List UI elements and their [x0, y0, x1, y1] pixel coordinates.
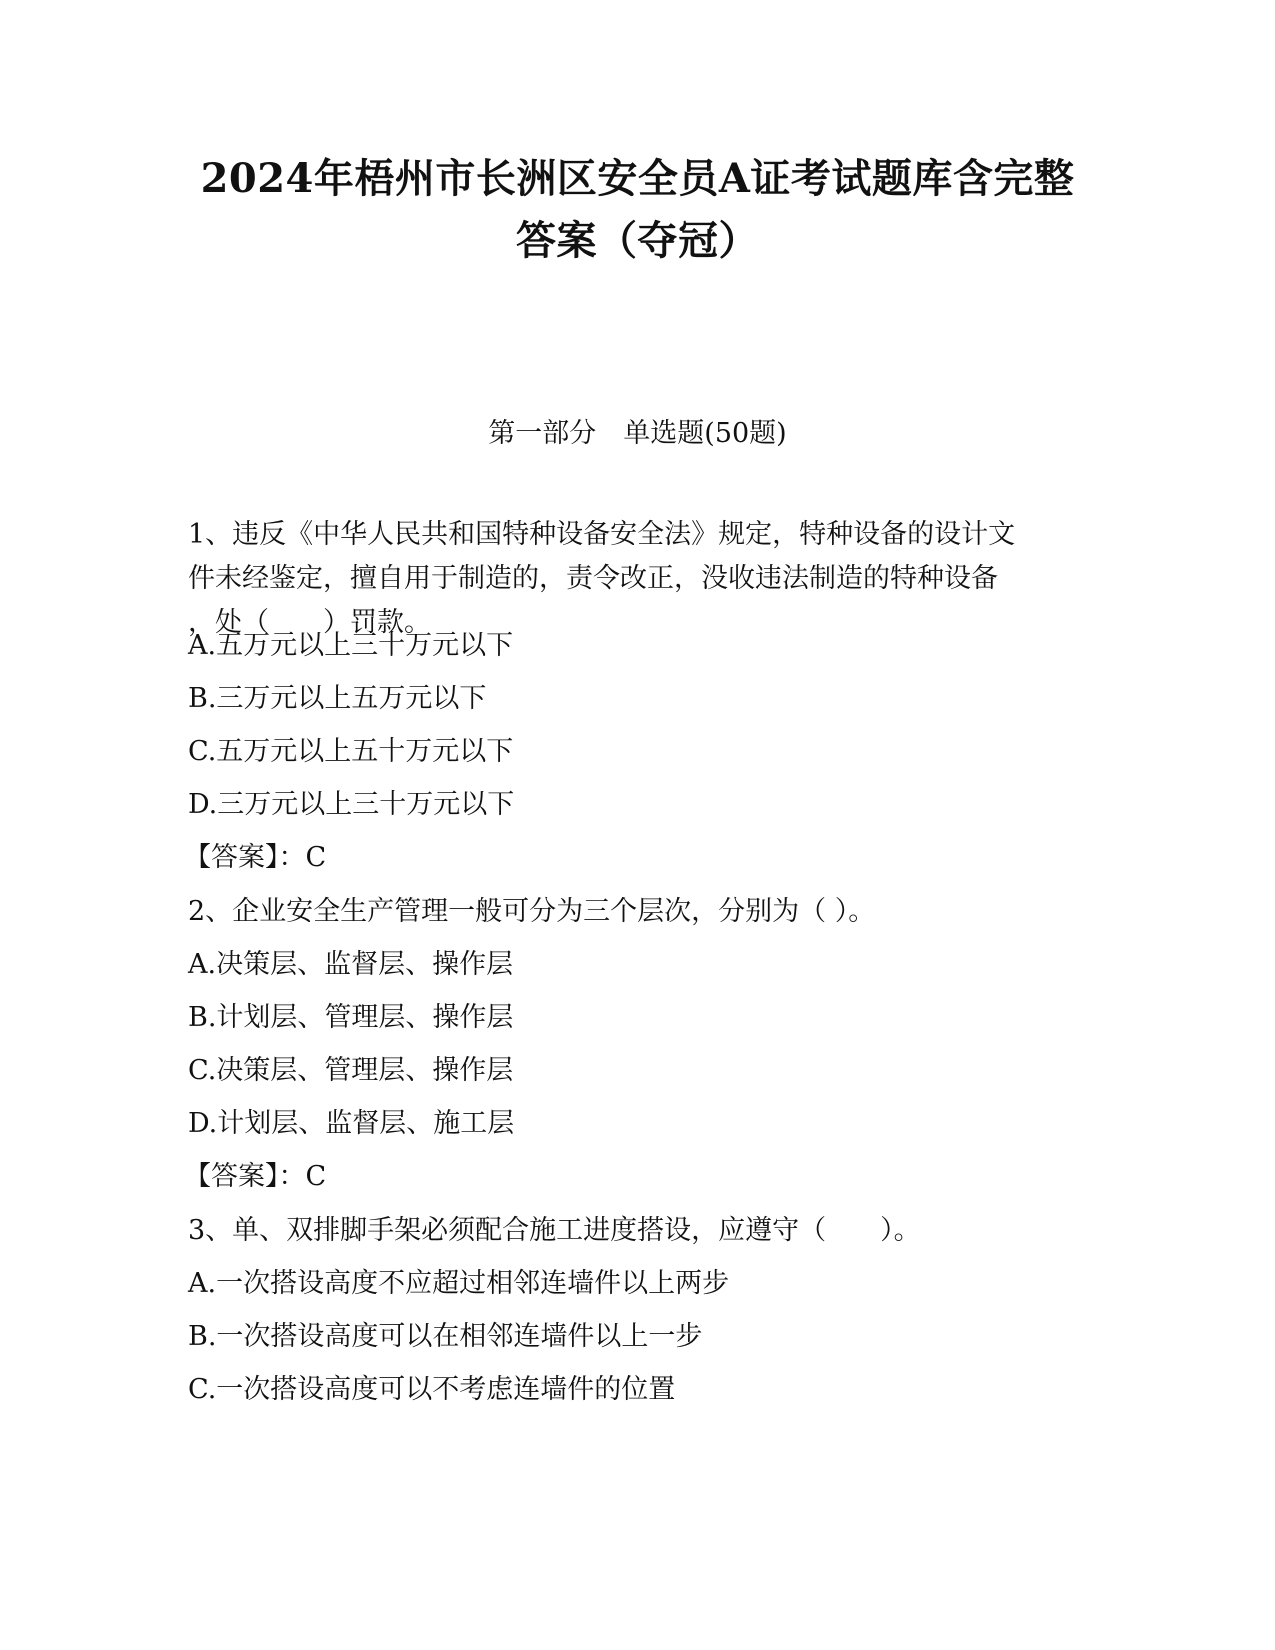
- title-line-1: 2024年梧州市长洲区安全员A证考试题库含完整: [200, 155, 1075, 202]
- question-3-option-b: B.一次搭设高度可以在相邻连墙件以上一步: [188, 1321, 703, 1352]
- section-heading: 第一部分 单选题(50题): [488, 418, 787, 449]
- question-1-answer: 【答案】：C: [184, 842, 327, 873]
- question-2-option-c: C.决策层、管理层、操作层: [188, 1055, 514, 1086]
- question-1-text: [188, 513, 1088, 645]
- question-1-option-c: C.五万元以上五十万元以下: [188, 736, 514, 767]
- question-1-line-1: 1、违反《中华人民共和国特种设备安全法》规定，特种设备的设计文: [188, 519, 1016, 550]
- document-title: [150, 148, 1125, 272]
- question-3-option-c: C.一次搭设高度可以不考虑连墙件的位置: [188, 1374, 676, 1405]
- title-line-2: 答案（夺冠）: [516, 217, 759, 264]
- question-1-line-3: ，处（ ）罚款。: [188, 607, 431, 638]
- question-3-text: 3、单、双排脚手架必须配合施工进度搭设，应遵守（ ）。: [188, 1215, 921, 1246]
- question-3-option-a: A.一次搭设高度不应超过相邻连墙件以上两步: [188, 1268, 730, 1299]
- question-1-line-2: 件未经鉴定，擅自用于制造的，责令改正，没收违法制造的特种设备: [188, 563, 998, 594]
- question-1-option-b: B.三万元以上五万元以下: [188, 683, 487, 714]
- question-2-option-b: B.计划层、管理层、操作层: [188, 1002, 514, 1033]
- question-2-text: 2、企业安全生产管理一般可分为三个层次，分别为（ ）。: [188, 896, 876, 927]
- question-1-option-d: D.三万元以上三十万元以下: [188, 789, 515, 820]
- question-1-option-a: A.五万元以上三十万元以下: [188, 630, 514, 661]
- question-2-option-a: A.决策层、监督层、操作层: [188, 949, 514, 980]
- question-2-option-d: D.计划层、监督层、施工层: [188, 1108, 515, 1139]
- question-2-answer: 【答案】：C: [184, 1161, 327, 1192]
